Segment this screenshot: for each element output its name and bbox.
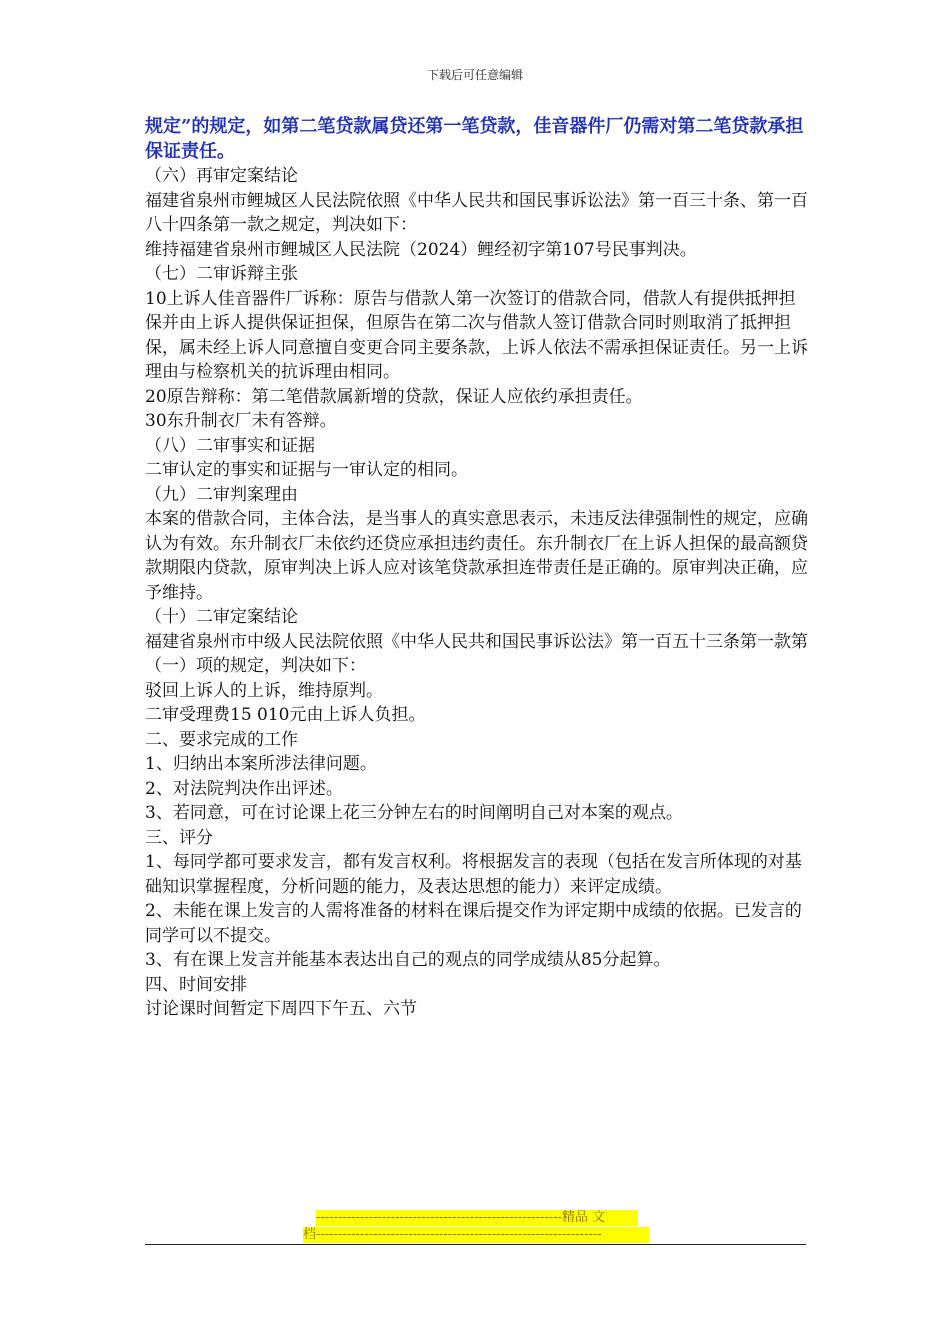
footer-rule: [145, 1244, 806, 1245]
paragraph: 驳回上诉人的上诉，维持原判。: [145, 680, 383, 701]
paragraph-list: [145, 164, 810, 1022]
document-body: [145, 114, 810, 1022]
paragraph: （八）二审事实和证据: [145, 435, 315, 456]
paragraph: 2、对法院判决作出评述。: [145, 778, 343, 799]
paragraph: 本案的借款合同，主体合法，是当事人的真实意思表示，未违反法律强制性的规定，应确认为有效。东升制衣厂未依约还贷应承担违约责任。东升制衣厂在上诉人担保的最高额贷款期限内贷款，原审判决上诉人应对该笔贷款承担连带责任是正确的。原审判决正确，应予维持。: [145, 509, 808, 603]
paragraph: （七）二审诉辩主张: [145, 264, 298, 284]
paragraph: 四、时间安排: [145, 974, 247, 995]
paragraph: 2、未能在课上发言的人需将准备的材料在课后提交作为评定期中成绩的依据。已发言的同学可以不提交。: [145, 901, 802, 946]
lead-paragraph: 规定”的规定，如第二笔贷款属贷还第一笔贷款，佳音器件厂仍需对第二笔贷款承担保证责任。: [145, 116, 804, 162]
paragraph: （六）再审定案结论: [145, 166, 298, 186]
paragraph: 维持福建省泉州市鲤城区人民法院（2024）鲤经初字第107号民事判决。: [145, 239, 697, 260]
paragraph: 讨论课时间暂定下周四下午五、六节: [145, 999, 417, 1019]
paragraph: 30东升制衣厂未有答辩。: [145, 411, 337, 431]
page-header: 下载后可任意编辑: [426, 68, 523, 82]
footer-line-2: 档-----------------------------------------------------------------: [303, 1227, 649, 1243]
paragraph: 1、每同学都可要求发言，都有发言权利。将根据发言的表现（包括在发言所体现的对基础知识掌握程度，分析问题的能力，及表达思想的能力）来评定成绩。: [145, 852, 802, 897]
paragraph: 福建省泉州市中级人民法院依照《中华人民共和国民事诉讼法》第一百五十三条第一款第（一）项的规定，判决如下：: [145, 631, 808, 676]
paragraph: 二、要求完成的工作: [145, 729, 298, 750]
paragraph: 10上诉人佳音器件厂诉称：原告与借款人第一次签订的借款合同，借款人有提供抵押担保并由上诉人提供保证担保，但原告在第二次与借款人签订借款合同时则取消了抵押担保，属未经上诉人同意擅自变更合同主要条款，上诉人依法不需承担保证责任。另一上诉理由与检察机关的抗诉理由相同。: [145, 288, 808, 382]
paragraph: 3、有在课上发言并能基本表达出自己的观点的同学成绩从85分起算。: [145, 950, 671, 970]
paragraph: （九）二审判案理由: [145, 484, 298, 505]
paragraph: 二审受理费15 010元由上诉人负担。: [145, 705, 426, 725]
paragraph: 福建省泉州市鲤城区人民法院依照《中华人民共和国民事诉讼法》第一百三十条、第一百八十四条第一款之规定，判决如下：: [145, 190, 808, 235]
paragraph: 三、评分: [145, 827, 213, 848]
paragraph: 20原告辩称：第二笔借款属新增的贷款，保证人应依约承担责任。: [145, 386, 643, 407]
paragraph: 二审认定的事实和证据与一审认定的相同。: [145, 460, 468, 480]
paragraph: （十）二审定案结论: [145, 607, 298, 627]
footer-line-1: --------------------------------------------------------精品 文: [316, 1210, 638, 1226]
paragraph: 3、若同意，可在讨论课上花三分钟左右的时间阐明自己对本案的观点。: [145, 803, 683, 823]
paragraph: 1、归纳出本案所涉法律问题。: [145, 754, 377, 774]
